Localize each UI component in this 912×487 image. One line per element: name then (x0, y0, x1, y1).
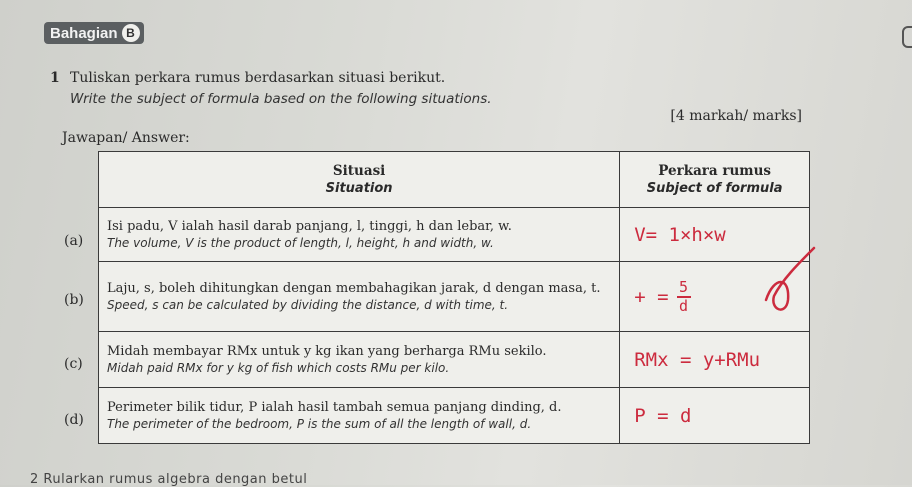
situation-text-malay: Midah membayar RMx untuk y kg ikan yang berharga RMu sekilo. (107, 344, 547, 359)
column-header-situation (99, 152, 620, 208)
row-label-a: (a) (64, 233, 84, 249)
situation-cell (99, 262, 620, 332)
question-text-malay: Tuliskan perkara rumus berdasarkan situasi berikut. (70, 70, 446, 86)
header-formula-malay: Perkara rumus (658, 162, 771, 179)
section-letter-icon: B (122, 24, 140, 42)
red-cross-mark-icon (760, 246, 820, 326)
situation-text-english: Speed, s can be calculated by dividing the distance, d with time, t. (107, 298, 509, 312)
situation-text-english: The volume, V is the product of length, l, height, h and width, w. (107, 236, 494, 250)
column-header-formula (620, 152, 810, 208)
marks-label: [4 markah/ marks] (670, 108, 802, 124)
row-label-b: (b) (64, 292, 84, 308)
situation-text-malay: Laju, s, boleh dihitungkan dengan membahagikan jarak, d dengan masa, t. (107, 281, 601, 296)
header-situation-english: Situation (325, 180, 393, 196)
table-row (99, 332, 810, 388)
page-edge-mark (902, 26, 912, 48)
situation-cell (99, 208, 620, 262)
answer-cell[interactable] (620, 332, 810, 388)
handwritten-answer: + = (634, 285, 669, 308)
table-row (99, 262, 810, 332)
row-label-c: (c) (64, 356, 83, 372)
section-badge (44, 22, 144, 44)
question-text-english: Write the subject of formula based on the following situations. (70, 91, 492, 107)
handwritten-answer: P = d (634, 404, 692, 427)
table-header-row (99, 152, 810, 208)
table-row (99, 388, 810, 444)
table-row (99, 208, 810, 262)
question-number: 1 (50, 70, 60, 86)
situation-cell (99, 388, 620, 444)
handwritten-answer: V= 1×h×w (634, 223, 726, 246)
header-formula-english: Subject of formula (646, 180, 783, 196)
answer-table (98, 151, 810, 443)
situation-cell (99, 332, 620, 388)
section-label: Bahagian (50, 24, 118, 42)
header-situation-malay: Situasi (332, 162, 386, 179)
situation-text-malay: Isi padu, V ialah hasil darab panjang, l, tinggi, h dan lebar, w. (107, 219, 512, 234)
answer-label: Jawapan/ Answer: (62, 130, 190, 146)
fraction-denominator: d (679, 296, 689, 315)
situation-text-english: The perimeter of the bedroom, P is the sum of all the length of wall, d. (107, 417, 532, 431)
handwritten-answer: RMx = y+RMu (634, 348, 761, 371)
situation-text-malay: Perimeter bilik tidur, P ialah hasil tambah semua panjang dinding, d. (107, 400, 562, 415)
next-question-text: 2 Rularkan rumus algebra dengan betul (30, 472, 308, 487)
row-label-d: (d) (64, 412, 84, 428)
answer-cell[interactable] (620, 388, 810, 444)
fraction-numerator: 5 (679, 277, 689, 296)
situation-text-english: Midah paid RMx for y kg of fish which costs RMu per kilo. (107, 361, 450, 375)
